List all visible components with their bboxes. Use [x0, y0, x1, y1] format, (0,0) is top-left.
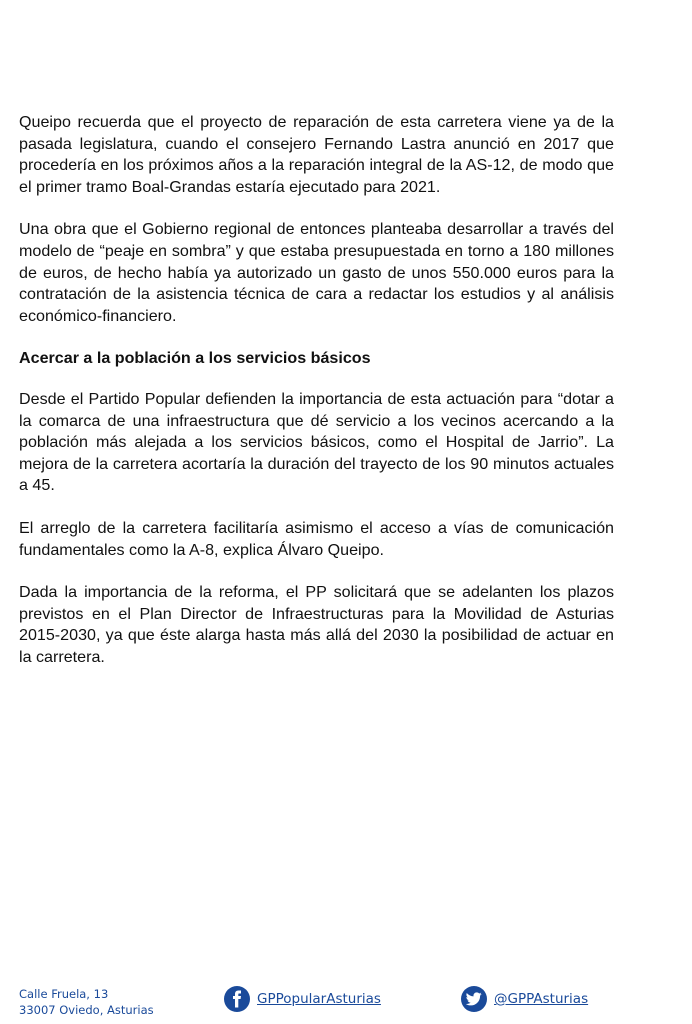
paragraph: Desde el Partido Popular defienden la importancia de esta actuación para “dotar a la comarca de una infraestructura que dé servicio a los vecinos acercando a la población más alejada a los servicios básicos, como el Hospital de Jarrio”. La mejora de la carretera acortaría la duración del trayecto de los 90 minutos actuales a 45.: [19, 389, 614, 495]
facebook-icon: [224, 986, 250, 1012]
facebook-handle: GPPopularAsturias: [257, 991, 381, 1007]
footer-address: [19, 986, 154, 1018]
paragraph: Queipo recuerda que el proyecto de reparación de esta carretera viene ya de la pasada legislatura, cuando el consejero Fernando Lastra anunció en 2017 que procedería en los próximos años a la reparación integral de la AS-12, de modo que el primer tramo Boal-Grandas estaría ejecutado para 2021.: [19, 113, 614, 196]
paragraph: El arreglo de la carretera facilitaría asimismo el acceso a vías de comunicación fundamentales como la A-8, explica Álvaro Queipo.: [19, 518, 614, 559]
twitter-link[interactable]: [461, 986, 588, 1012]
page-footer: [0, 986, 692, 1024]
section-heading: Acercar a la población a los servicios básicos: [19, 349, 371, 368]
facebook-link[interactable]: [224, 986, 381, 1012]
address-city: 33007 Oviedo, Asturias: [19, 1003, 154, 1017]
address-street: Calle Fruela, 13: [19, 987, 109, 1001]
paragraph: Una obra que el Gobierno regional de entonces planteaba desarrollar a través del modelo de “peaje en sombra” y que estaba presupuestada en torno a 180 millones de euros, de hecho había ya autorizado un gasto de unos 550.000 euros para la contratación de la asistencia técnica de cara a redactar los estudios y al análisis económico-financiero.: [19, 220, 614, 325]
article-body: [19, 112, 614, 689]
twitter-handle: @GPPAsturias: [494, 991, 589, 1007]
paragraph: Dada la importancia de la reforma, el PP solicitará que se adelanten los plazos previstos en el Plan Director de Infraestructuras para la Movilidad de Asturias 2015-2030, ya que éste alarga hasta más allá del 2030 la posibilidad de actuar en la carretera.: [19, 583, 614, 666]
twitter-icon: [461, 986, 487, 1012]
